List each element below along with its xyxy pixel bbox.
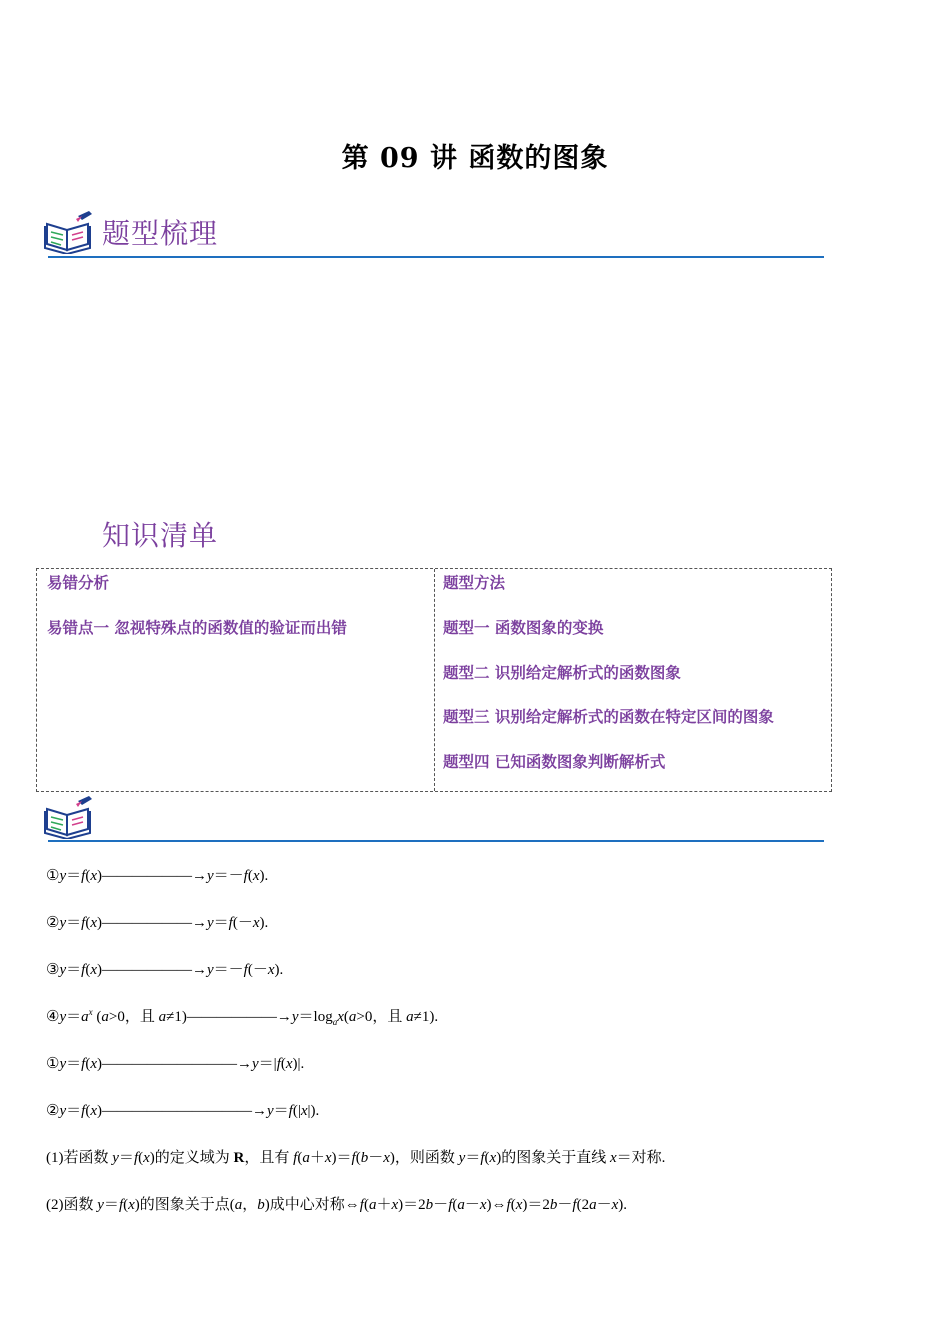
formula-line-1: ①y＝f(x)——————→y＝－f(x). [46,868,269,884]
right-col-header: 题型方法 [443,574,506,592]
right-col-item[interactable]: 题型四 已知函数图象判断解析式 [443,753,666,771]
left-col-header: 易错分析 [47,574,110,592]
book-icon [44,210,94,254]
book-icon [44,795,94,839]
formula-line-7: (1)若函数 y＝f(x)的定义域为 R，且有 f(a＋x)＝f(b－x)，则函数 y＝f(x)的图象关于直线 x＝对称. [46,1150,666,1166]
knowledge-box [36,568,832,792]
formula-line-4: $④y=a^x$ (a>0，且 $a\ne 1)——————\to y=\log_ax(a>0$，且 a≠1). [46,1007,439,1027]
right-col-item[interactable]: 题型二 识别给定解析式的函数图象 [443,664,681,682]
section-heading-question-types: 题型梳理 [102,217,219,250]
right-col-item[interactable]: 题型一 函数图象的变换 [443,619,604,637]
column-divider [434,569,435,791]
page-title: 第 09 讲 函数的图象 [341,143,609,174]
left-col-item[interactable]: 易错点一 忽视特殊点的函数值的验证而出错 [47,619,347,637]
section-rule [48,840,824,842]
formula-line-5: ①y＝f(x)—————————→y＝|f(x)|. [46,1056,305,1072]
section-heading-knowledge-list: 知识清单 [102,519,219,552]
right-col-item[interactable]: 题型三 识别给定解析式的函数在特定区间的图象 [443,708,774,726]
section-rule [48,256,824,258]
formula-line-6: ②y＝f(x)——————————→y＝f(|x|). [46,1103,320,1119]
formula-line-2: ②y＝f(x)——————→y＝f(－x). [46,915,269,931]
formula-line-8: (2)函数 y＝f(x)的图象关于点(a，b)成中心对称⇔f(a＋x)＝2b－f(a－x)⇔f(x)＝2b－f(2a－x). [46,1197,628,1213]
formula-line-3: ③y＝f(x)——————→y＝－f(－x). [46,962,284,978]
